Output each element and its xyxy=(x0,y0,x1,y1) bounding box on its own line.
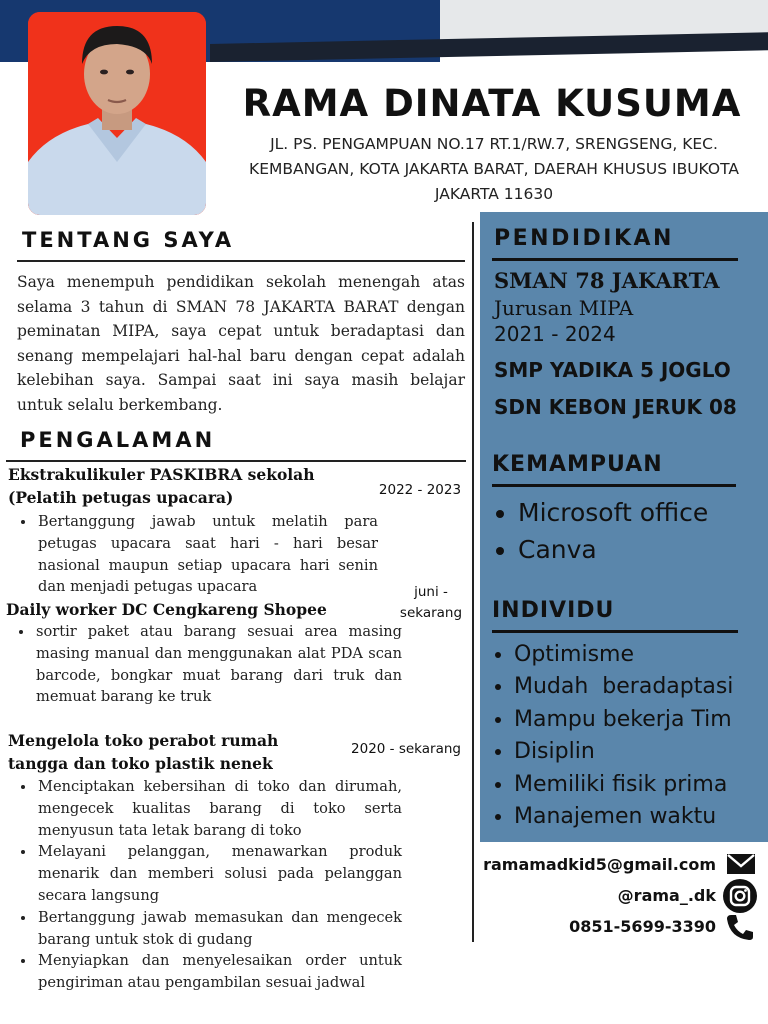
education-major: Jurusan MIPA xyxy=(494,296,634,320)
education-title: PENDIDIKAN xyxy=(494,226,674,251)
skills-divider xyxy=(492,484,736,487)
list-item: • Memiliki fisik prima xyxy=(514,769,733,801)
job-title xyxy=(8,729,338,775)
personal-title: INDIVIDU xyxy=(492,598,615,623)
address-line: JL. PS. PENGAMPUAN NO.17 RT.1/RW.7, SRENGSENG, KEC. xyxy=(270,135,718,153)
job-title-line: (Pelatih petugas upacara) xyxy=(8,488,234,507)
profile-photo xyxy=(28,12,206,215)
list-item: • Optimisme xyxy=(514,639,733,671)
address-line: JAKARTA 11630 xyxy=(434,185,554,203)
list-item: • Bertanggung jawab untuk melatih para petugas upacara saat hari - hari besar nasional maupun setiap upacara hari senin dan menjadi petugas upacara xyxy=(36,511,378,598)
education-years: 2021 - 2024 xyxy=(494,322,616,346)
address-line: KEMBANGAN, KOTA JAKARTA BARAT, DAERAH KHUSUS IBUKOTA xyxy=(249,160,739,178)
education-divider xyxy=(492,258,738,261)
job-bullets xyxy=(18,776,402,994)
job-title-line: Ekstrakulikuler PASKIBRA sekolah xyxy=(8,465,315,484)
list-item: • sortir paket atau barang sesuai area masing masing manual dan menggunakan alat PDA scan barcode, bongkar muat barang dari truk dan memuat barang ke truk xyxy=(34,621,402,708)
about-title: TENTANG SAYA xyxy=(22,228,235,252)
list-item: • Disiplin xyxy=(514,736,733,768)
job-title-line: tangga dan toko plastik nenek xyxy=(8,754,273,773)
phone-icon xyxy=(724,912,756,947)
list-item: • Microsoft office xyxy=(518,494,708,531)
education-school: SMP YADIKA 5 JOGLO xyxy=(494,358,731,382)
skills-list xyxy=(494,494,708,568)
personal-divider xyxy=(492,630,738,633)
education-school: SDN KEBON JERUK 08 xyxy=(494,395,737,419)
contact-email[interactable]: ramamadkid5@gmail.com xyxy=(483,855,716,874)
job-date-line: juni - xyxy=(414,584,448,600)
list-item: • Canva xyxy=(518,531,708,568)
job-title xyxy=(8,463,368,509)
envelope-icon xyxy=(726,852,756,881)
skills-title: KEMAMPUAN xyxy=(492,452,663,477)
list-item: • Bertanggung jawab memasukan dan mengecek barang untuk stok di gudang xyxy=(36,907,402,951)
experience-title: PENGALAMAN xyxy=(20,428,216,452)
education-school: SMAN 78 JAKARTA xyxy=(494,268,720,293)
contact-phone[interactable]: 0851-5699-3390 xyxy=(569,917,716,936)
address xyxy=(228,132,760,207)
list-item: • Manajemen waktu xyxy=(514,801,733,833)
about-divider xyxy=(17,260,465,262)
job-title-line: Daily worker DC Cengkareng Shopee xyxy=(6,600,327,619)
about-text: Saya menempuh pendidikan sekolah menengah atas selama 3 tahun di SMAN 78 JAKARTA BARAT dengan peminatan MIPA, saya cepat untuk beradaptasi dan senang mempelajari hal-hal baru dengan cepat adalah kelebihan saya. Sampai saat ini saya masih belajar untuk selalu berkembang. xyxy=(17,273,465,414)
list-item: • Menciptakan kebersihan di toko dan dirumah, mengecek kualitas barang di toko serta menyusun tata letak barang di toko xyxy=(36,776,402,841)
list-item: • Melayani pelanggan, menawarkan produk menarik dan memberi solusi pada pelanggan secara langsung xyxy=(36,841,402,906)
job-date: 2020 - sekarang xyxy=(351,741,461,757)
job-bullets xyxy=(16,621,402,708)
list-item: • Menyiapkan dan menyelesaikan order untuk pengiriman atau pengambilan sesuai jadwal xyxy=(36,950,402,994)
contact-instagram[interactable]: @rama_.dk xyxy=(617,886,716,905)
full-name: RAMA DINATA KUSUMA xyxy=(242,82,742,125)
job-date xyxy=(392,582,470,624)
personal-list xyxy=(490,639,733,833)
job-title-line: Mengelola toko perabot rumah xyxy=(8,731,279,750)
list-item: • Mudah beradaptasi xyxy=(514,671,733,703)
job-date: 2022 - 2023 xyxy=(378,482,462,498)
list-item: • Mampu bekerja Tim xyxy=(514,704,733,736)
job-bullets xyxy=(18,511,378,598)
job-title xyxy=(6,598,386,621)
job-date-line: sekarang xyxy=(399,605,463,621)
experience-divider xyxy=(6,460,466,462)
column-divider xyxy=(472,222,474,942)
